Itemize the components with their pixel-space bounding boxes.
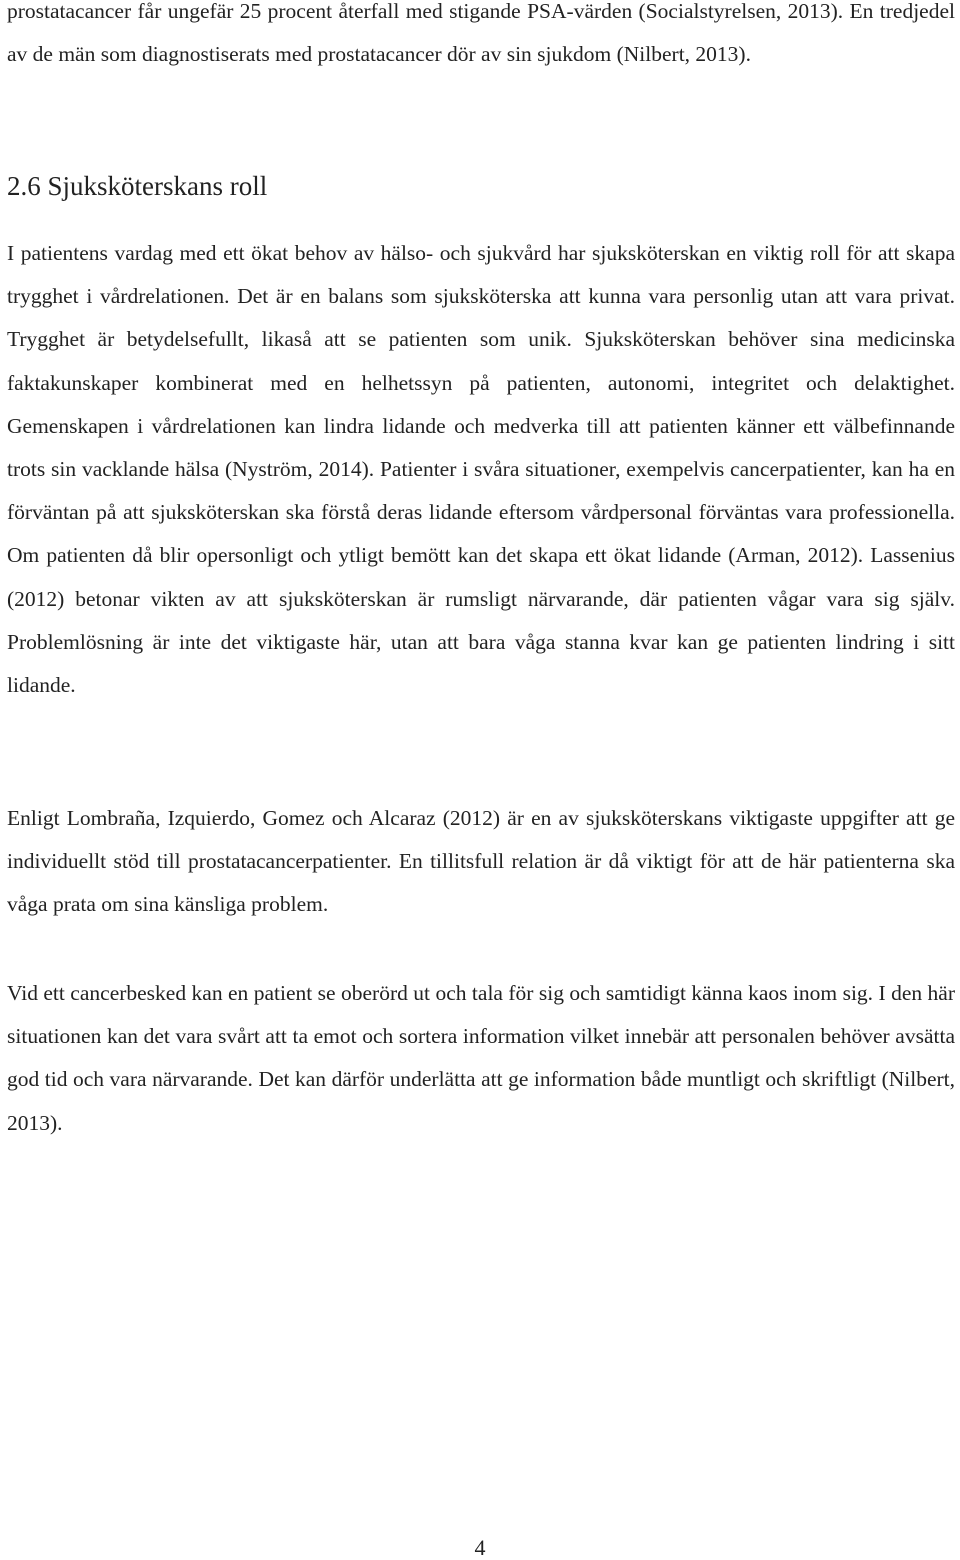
body-paragraph-2: Enligt Lombraña, Izquierdo, Gomez och Alcaraz (2012) är en av sjuksköterskans viktigaste uppgifter att ge individuellt stöd till prostatacancerpatienter. En tillitsfull relation är då viktigt för att de här patienterna ska våga prata om sina känsliga problem. — [7, 806, 955, 917]
intro-paragraph: prostatacancer får ungefär 25 procent återfall med stigande PSA-värden (Socialstyrelsen, 2013). En tredjedel av de män som diagnostiserats med prostatacancer dör av sin sjukdom (Nilbert, 2013). — [7, 0, 955, 67]
body-paragraph-3: Vid ett cancerbesked kan en patient se oberörd ut och tala för sig och samtidigt känna kaos inom sig. I den här situationen kan det vara svårt att ta emot och sortera information vilket innebär att personalen behöver avsätta god tid och vara närvarande. Det kan därför underlätta att ge information både muntligt och skriftligt (Nilbert, 2013). — [7, 981, 955, 1135]
page-number: 4 — [474, 1535, 486, 1560]
body-paragraph-1: I patientens vardag med ett ökat behov av hälso- och sjukvård har sjuksköterskan en viktig roll för att skapa trygghet i vårdrelationen. Det är en balans som sjuksköterska att kunna vara personlig utan att vara privat. Trygghet är betydelsefullt, likaså att se patienten som unik. Sjuksköterskan behöver sina medicinska faktakunskaper kombinerat med en helhetssyn på patienten, autonomi, integritet och delaktighet. Gemenskapen i vårdrelationen kan lindra lidande och medverka till att patienten känner ett välbefinnande trots sin vacklande hälsa (Nyström, 2014). Patienter i svåra situationer, exempelvis cancerpatienter, kan ha en förväntan på att sjuksköterskan ska förstå deras lidande eftersom vårdpersonal förväntas vara professionella. Om patienten då blir opersonligt och ytligt bemött kan det skapa ett ökat lidande (Arman, 2012). Lassenius (2012) betonar vikten av att sjuksköterskan är rumsligt närvarande, där patienten vågar vara sig själv. Problemlösning är inte det viktigaste här, utan att bara våga stanna kvar kan ge patienten lindring i sitt lidande. — [7, 241, 955, 698]
section-heading: 2.6 Sjuksköterskans roll — [7, 171, 268, 201]
